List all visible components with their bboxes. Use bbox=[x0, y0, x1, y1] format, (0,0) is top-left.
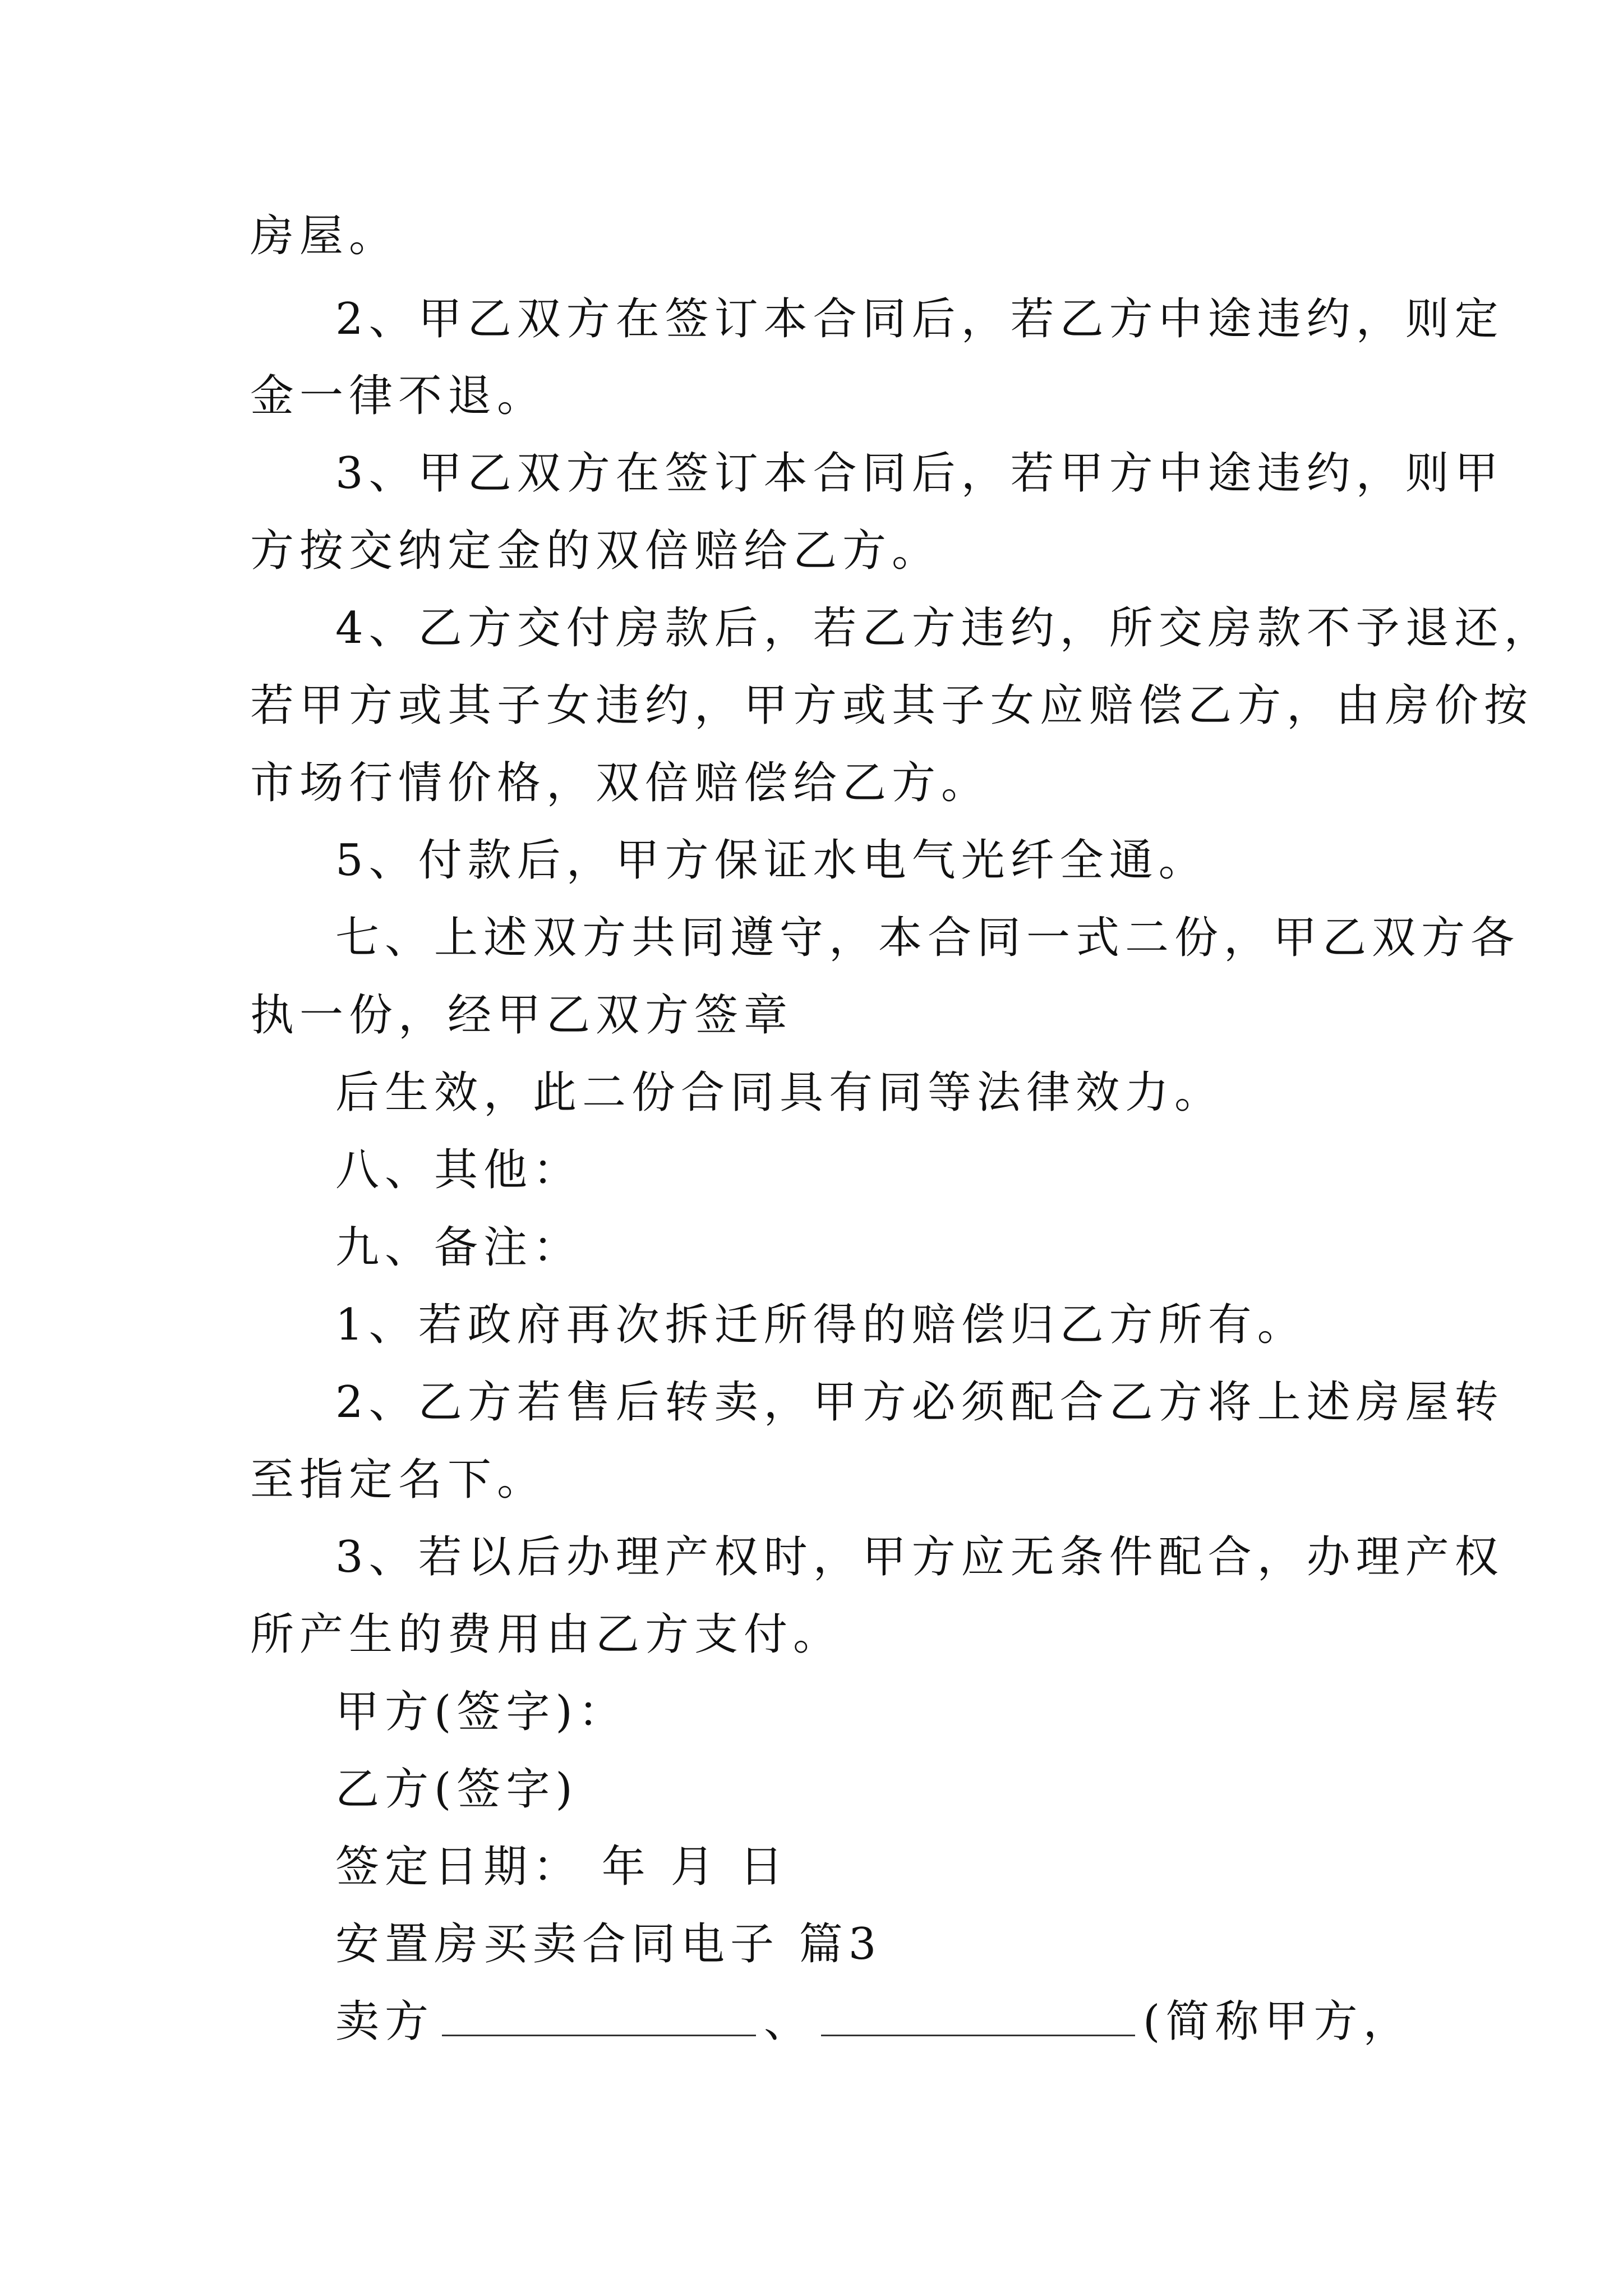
seller-label: 卖方 bbox=[335, 1996, 435, 2047]
text-line: 执一份，经甲乙双方签章 bbox=[250, 990, 794, 1041]
text-line: 3、若以后办理产权时，甲方应无条件配合，办理产权 bbox=[335, 1532, 1504, 1582]
text-line: 市场行情价格，双倍赔偿给乙方。 bbox=[250, 758, 991, 808]
section-heading: 安置房买卖合同电子 篇3 bbox=[335, 1919, 882, 1970]
text-line: 5、付款后，甲方保证水电气光纤全通。 bbox=[335, 835, 1208, 886]
text-line: 方按交纳定金的双倍赔给乙方。 bbox=[250, 526, 942, 576]
text-line: 金一律不退。 bbox=[250, 371, 547, 421]
seller-suffix: (简称甲方， bbox=[1143, 1996, 1413, 2047]
text-line: 后生效，此二份合同具有同等法律效力。 bbox=[335, 1068, 1224, 1118]
text-line: 4、乙方交付房款后，若乙方违约，所交房款不予退还， bbox=[335, 603, 1553, 654]
blank-field bbox=[821, 2001, 1135, 2036]
text-line: 房屋。 bbox=[250, 211, 399, 261]
text-line: 1、若政府再次拆迁所得的赔偿归乙方所有。 bbox=[335, 1300, 1307, 1350]
separator: 、 bbox=[764, 1996, 814, 2047]
text-line: 八、其他： bbox=[335, 1145, 583, 1195]
text-line: 九、备注： bbox=[335, 1222, 583, 1273]
seller-line bbox=[335, 1996, 1413, 2047]
signature-label-party-a: 甲方(签字)： bbox=[335, 1687, 628, 1737]
signature-label-party-b: 乙方(签字) bbox=[335, 1764, 578, 1815]
text-line: 2、乙方若售后转卖，甲方必须配合乙方将上述房屋转 bbox=[335, 1377, 1504, 1428]
text-line: 2、甲乙双方在签订本合同后，若乙方中途违约，则定 bbox=[335, 294, 1504, 344]
text-line: 至指定名下。 bbox=[250, 1455, 547, 1505]
signing-date-label: 签定日期： 年 月 日 bbox=[335, 1842, 789, 1892]
text-line: 七、上述双方共同遵守，本合同一式二份，甲乙双方各 bbox=[335, 913, 1520, 963]
text-line: 所产生的费用由乙方支付。 bbox=[250, 1609, 843, 1660]
text-line: 若甲方或其子女违约，甲方或其子女应赔偿乙方，由房价按 bbox=[250, 680, 1534, 731]
text-line: 3、甲乙双方在签订本合同后，若甲方中途违约，则甲 bbox=[335, 448, 1504, 499]
blank-field bbox=[442, 2001, 756, 2036]
